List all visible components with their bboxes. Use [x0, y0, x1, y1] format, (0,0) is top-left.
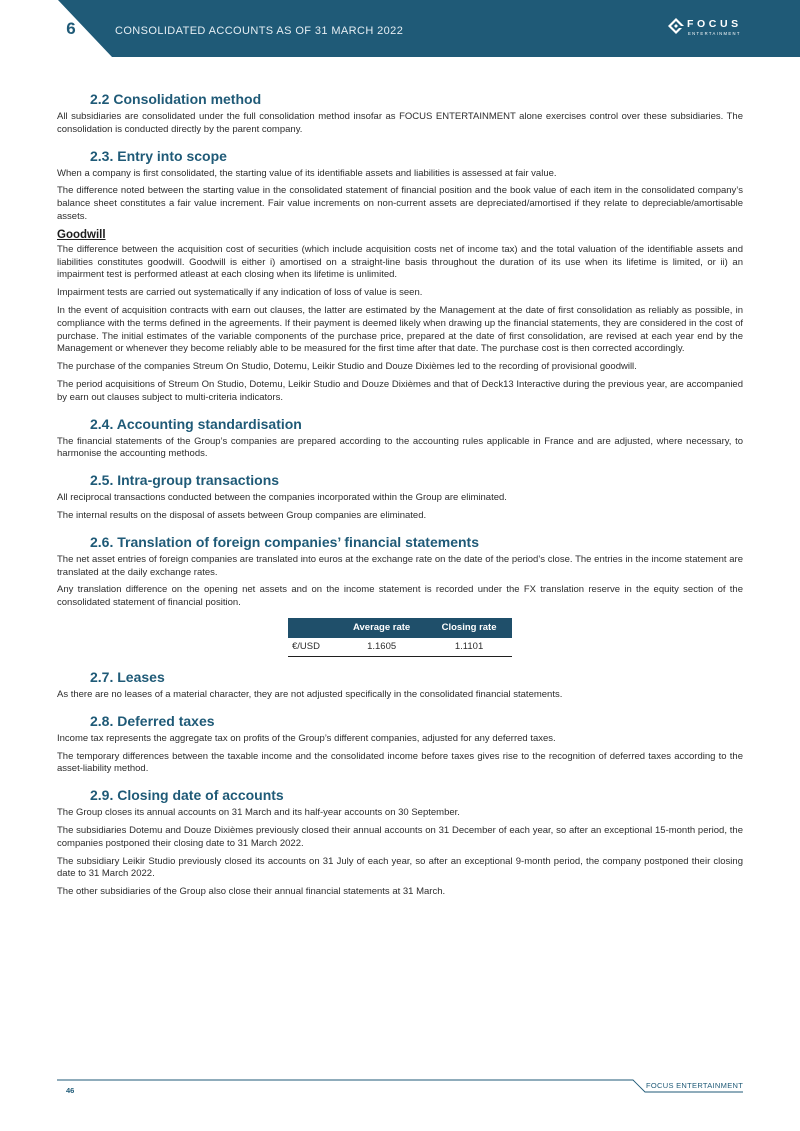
- paragraph: In the event of acquisition contracts with earn out clauses, the latter are estimated by the Management at the date of first consolidation as reliably as possible, in compliance with the terms defined in the agreements. If their payment is deemed likely when drawing up the financial statements, they are considered in the cost of purchase. The initial estimates of the variable components of the purchase price, prepared at the date of first consolidation, are revised at each year end by the Management or whenever they become reliably able to be measured for the first time after that date. The purchase cost is then corrected accordingly.: [57, 304, 743, 355]
- paragraph: The Group closes its annual accounts on 31 March and its half-year accounts on 30 September.: [57, 807, 460, 819]
- section-heading-intra-group-transactions: 2.5. Intra-group transactions: [90, 472, 280, 489]
- table-header-row: [288, 618, 512, 638]
- logo-word: FOCUS: [687, 18, 742, 30]
- focus-logo: [667, 17, 747, 39]
- paragraph: The subsidiaries Dotemu and Douze Dixièmes previously closed their annual accounts on 31 December of each year, so after an exceptional 15-month period, the companies postponed their closing date to 31 March 2022.: [57, 824, 743, 849]
- header-notch-shape: [0, 0, 112, 57]
- table-header-cell: Average rate: [337, 618, 426, 638]
- paragraph: The net asset entries of foreign companies are translated into euros at the exchange rate on the date of the period’s close. The entries in the income statement are translated at the daily exchange rates.: [57, 553, 743, 578]
- table-header-cell: Closing rate: [426, 618, 512, 638]
- paragraph: Income tax represents the aggregate tax on profits of the Group’s different companies, adjusted for any deferred taxes.: [57, 732, 556, 744]
- paragraph: The temporary differences between the taxable income and the consolidated income before taxes gives rise to the recognition of deferred taxes according to the asset-liability method.: [57, 750, 743, 775]
- table-row: [288, 638, 512, 657]
- section-heading-accounting-standardisation: 2.4. Accounting standardisation: [90, 415, 302, 432]
- header-title: CONSOLIDATED ACCOUNTS AS OF 31 MARCH 2022: [115, 25, 404, 37]
- table-cell: 1.1605: [337, 638, 426, 657]
- page-header: [0, 0, 800, 57]
- paragraph: The period acquisitions of Streum On Studio, Dotemu, Leikir Studio and Douze Dixièmes and that of Deck13 Interactive during the previous year, are accompanied by earn out clauses subject to multi-criteria indicators.: [57, 378, 743, 403]
- page-content: [57, 91, 743, 904]
- logo-subtitle: ENTERTAINMENT: [688, 31, 741, 36]
- paragraph: The purchase of the companies Streum On Studio, Dotemu, Leikir Studio and Douze Dixièmes led to the recording of provisional goodwill.: [57, 361, 637, 373]
- paragraph: All subsidiaries are consolidated under the full consolidation method insofar as FOCUS ENTERTAINMENT alone exercises control over these subsidiaries. The consolidation is conducted directly by the parent company.: [57, 111, 743, 135]
- table-header-cell: [288, 618, 337, 638]
- section-heading-entry-into-scope: 2.3. Entry into scope: [90, 147, 227, 164]
- table-cell: 1.1101: [426, 638, 512, 657]
- focus-logo-icon: [667, 17, 685, 37]
- paragraph: As there are no leases of a material character, they are not adjusted specifically in the consolidated financial statements.: [57, 688, 563, 700]
- paragraph: The difference between the acquisition cost of securities (which include acquisition costs net of income tax) and the total valuation of the identifiable assets and liabilities constitutes goodwill. Goodwill is either i) amortised on a straight-line basis throughout the duration of its use when its lifetime is limited, or ii) an impairment test is performed atleast at each closing when its lifetime is unlimited.: [57, 243, 743, 281]
- paragraph: The subsidiary Leikir Studio previously closed its accounts on 31 July of each year, so after an exceptional 9-month period, the company postponed their closing date to 31 March 2022.: [57, 855, 743, 880]
- section-heading-consolidation-method: 2.2 Consolidation method: [90, 91, 262, 107]
- paragraph: When a company is first consolidated, the starting value of its identifiable assets and liabilities is assessed at fair value.: [57, 167, 557, 179]
- section-heading-deferred-taxes: 2.8. Deferred taxes: [90, 712, 215, 729]
- paragraph: Any translation difference on the opening net assets and on the income statement is recorded under the FX translation reserve in the equity section of the consolidated statement of financial position.: [57, 584, 743, 609]
- paragraph: The financial statements of the Group’s companies are prepared according to the accounting rules applicable in France and are adjusted, where necessary, to harmonise the accounting methods.: [57, 435, 743, 460]
- section-heading-translation-foreign: 2.6. Translation of foreign companies’ financial statements: [90, 533, 479, 550]
- paragraph: Impairment tests are carried out systematically if any indication of loss of value is seen.: [57, 287, 423, 299]
- paragraph: All reciprocal transactions conducted between the companies incorporated within the Group are eliminated.: [57, 492, 507, 504]
- paragraph: The other subsidiaries of the Group also close their annual financial statements at 31 March.: [57, 886, 446, 898]
- section-heading-leases: 2.7. Leases: [90, 668, 165, 685]
- chapter-number: 6: [66, 19, 76, 38]
- table-cell: €/USD: [288, 638, 337, 657]
- footer-rule: [57, 1078, 743, 1098]
- subheading-goodwill: Goodwill: [57, 228, 106, 241]
- paragraph: The difference noted between the starting value in the consolidated statement of financial position and the book value of each item in the consolidated company’s balance sheet constitutes a fair value increment. Fair value increments on non-current assets are depreciated/amortised if they relate to depreciable/amortisable assets.: [57, 185, 743, 222]
- section-heading-closing-date: 2.9. Closing date of accounts: [90, 787, 284, 804]
- paragraph: The internal results on the disposal of assets between Group companies are eliminated.: [57, 509, 427, 521]
- page-number: 46: [66, 1086, 75, 1095]
- exchange-rate-table: [288, 618, 512, 657]
- footer-brand: FOCUS ENTERTAINMENT: [646, 1081, 744, 1090]
